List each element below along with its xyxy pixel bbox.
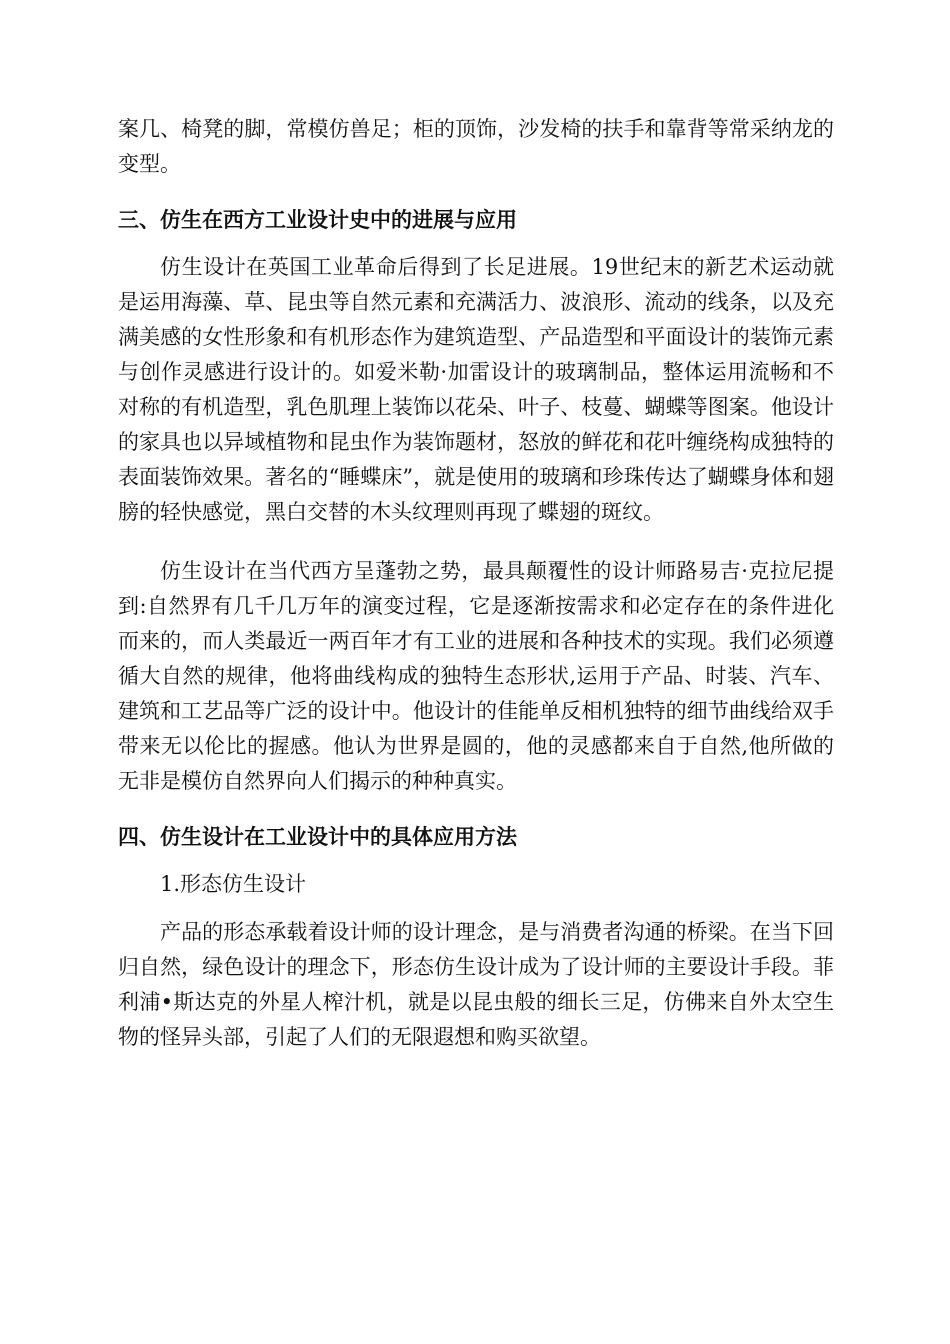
subsection-1-heading: 1.形态仿生设计 <box>160 872 307 896</box>
subsection-1-paragraph: 产品的形态承载着设计师的设计理念，是与消费者沟通的桥梁。在当下回归自然，绿色设计的理念下，形态仿生设计成为了设计师的主要设计手段。菲利浦•斯达克的外星人榨汁机，就是以昆虫般的细长三足，仿佛来自外太空生物的怪异头部，引起了人们的无限遐想和购买欲望。 <box>118 920 834 1049</box>
section-3-paragraph-1: 仿生设计在英国工业革命后得到了长足进展。19世纪末的新艺术运动就是运用海藻、草、昆虫等自然元素和充满活力、波浪形、流动的线条，以及充满美感的女性形象和有机形态作为建筑造型、产品造型和平面设计的装饰元素与创作灵感进行设计的。如爱米勒·加雷设计的玻璃制品，整体运用流畅和不对称的有机造型，乳色肌理上装饰以花朵、叶子、枝蔓、蝴蝶等图案。他设计的家具也以异域植物和昆虫作为装饰题材，怒放的鲜花和花叶缠绕构成独特的表面装饰效果。著名的“睡蝶床”，就是使用的玻璃和珍珠传达了蝴蝶身体和翅膀的轻快感觉，黑白交替的木头纹理则再现了蝶翅的斑纹。 <box>118 255 834 524</box>
document-page <box>118 112 834 1055</box>
spacer <box>118 902 834 915</box>
spacer <box>118 854 834 867</box>
spacer <box>118 530 834 554</box>
section-3-paragraph-2: 仿生设计在当代西方呈蓬勃之势，最具颠覆性的设计师路易吉·克拉尼提到:自然界有几千几万年的演变过程，它是逐渐按需求和必定存在的条件进化而来的，而人类最近一两百年才有工业的进展和各种技术的实现。我们必须遵循大自然的规律，他将曲线构成的独特生态形状,运用于产品、时装、汽车、建筑和工艺品等广泛的设计中。他设计的佳能单反相机独特的细节曲线给双手带来无以伦比的握感。他认为世界是圆的，他的灵感都来自于自然,他所做的无非是模仿自然界向人们揭示的种种真实。 <box>118 559 834 793</box>
section-3-heading: 三、仿生在西方工业设计史中的进展与应用 <box>118 207 517 232</box>
intro-paragraph: 案几、椅凳的脚，常模仿兽足；柜的顶饰，沙发椅的扶手和靠背等常采纳龙的变型。 <box>118 117 834 176</box>
spacer <box>118 182 834 202</box>
spacer <box>118 799 834 819</box>
spacer <box>118 237 834 250</box>
section-4-heading: 四、仿生设计在工业设计中的具体应用方法 <box>118 824 517 849</box>
